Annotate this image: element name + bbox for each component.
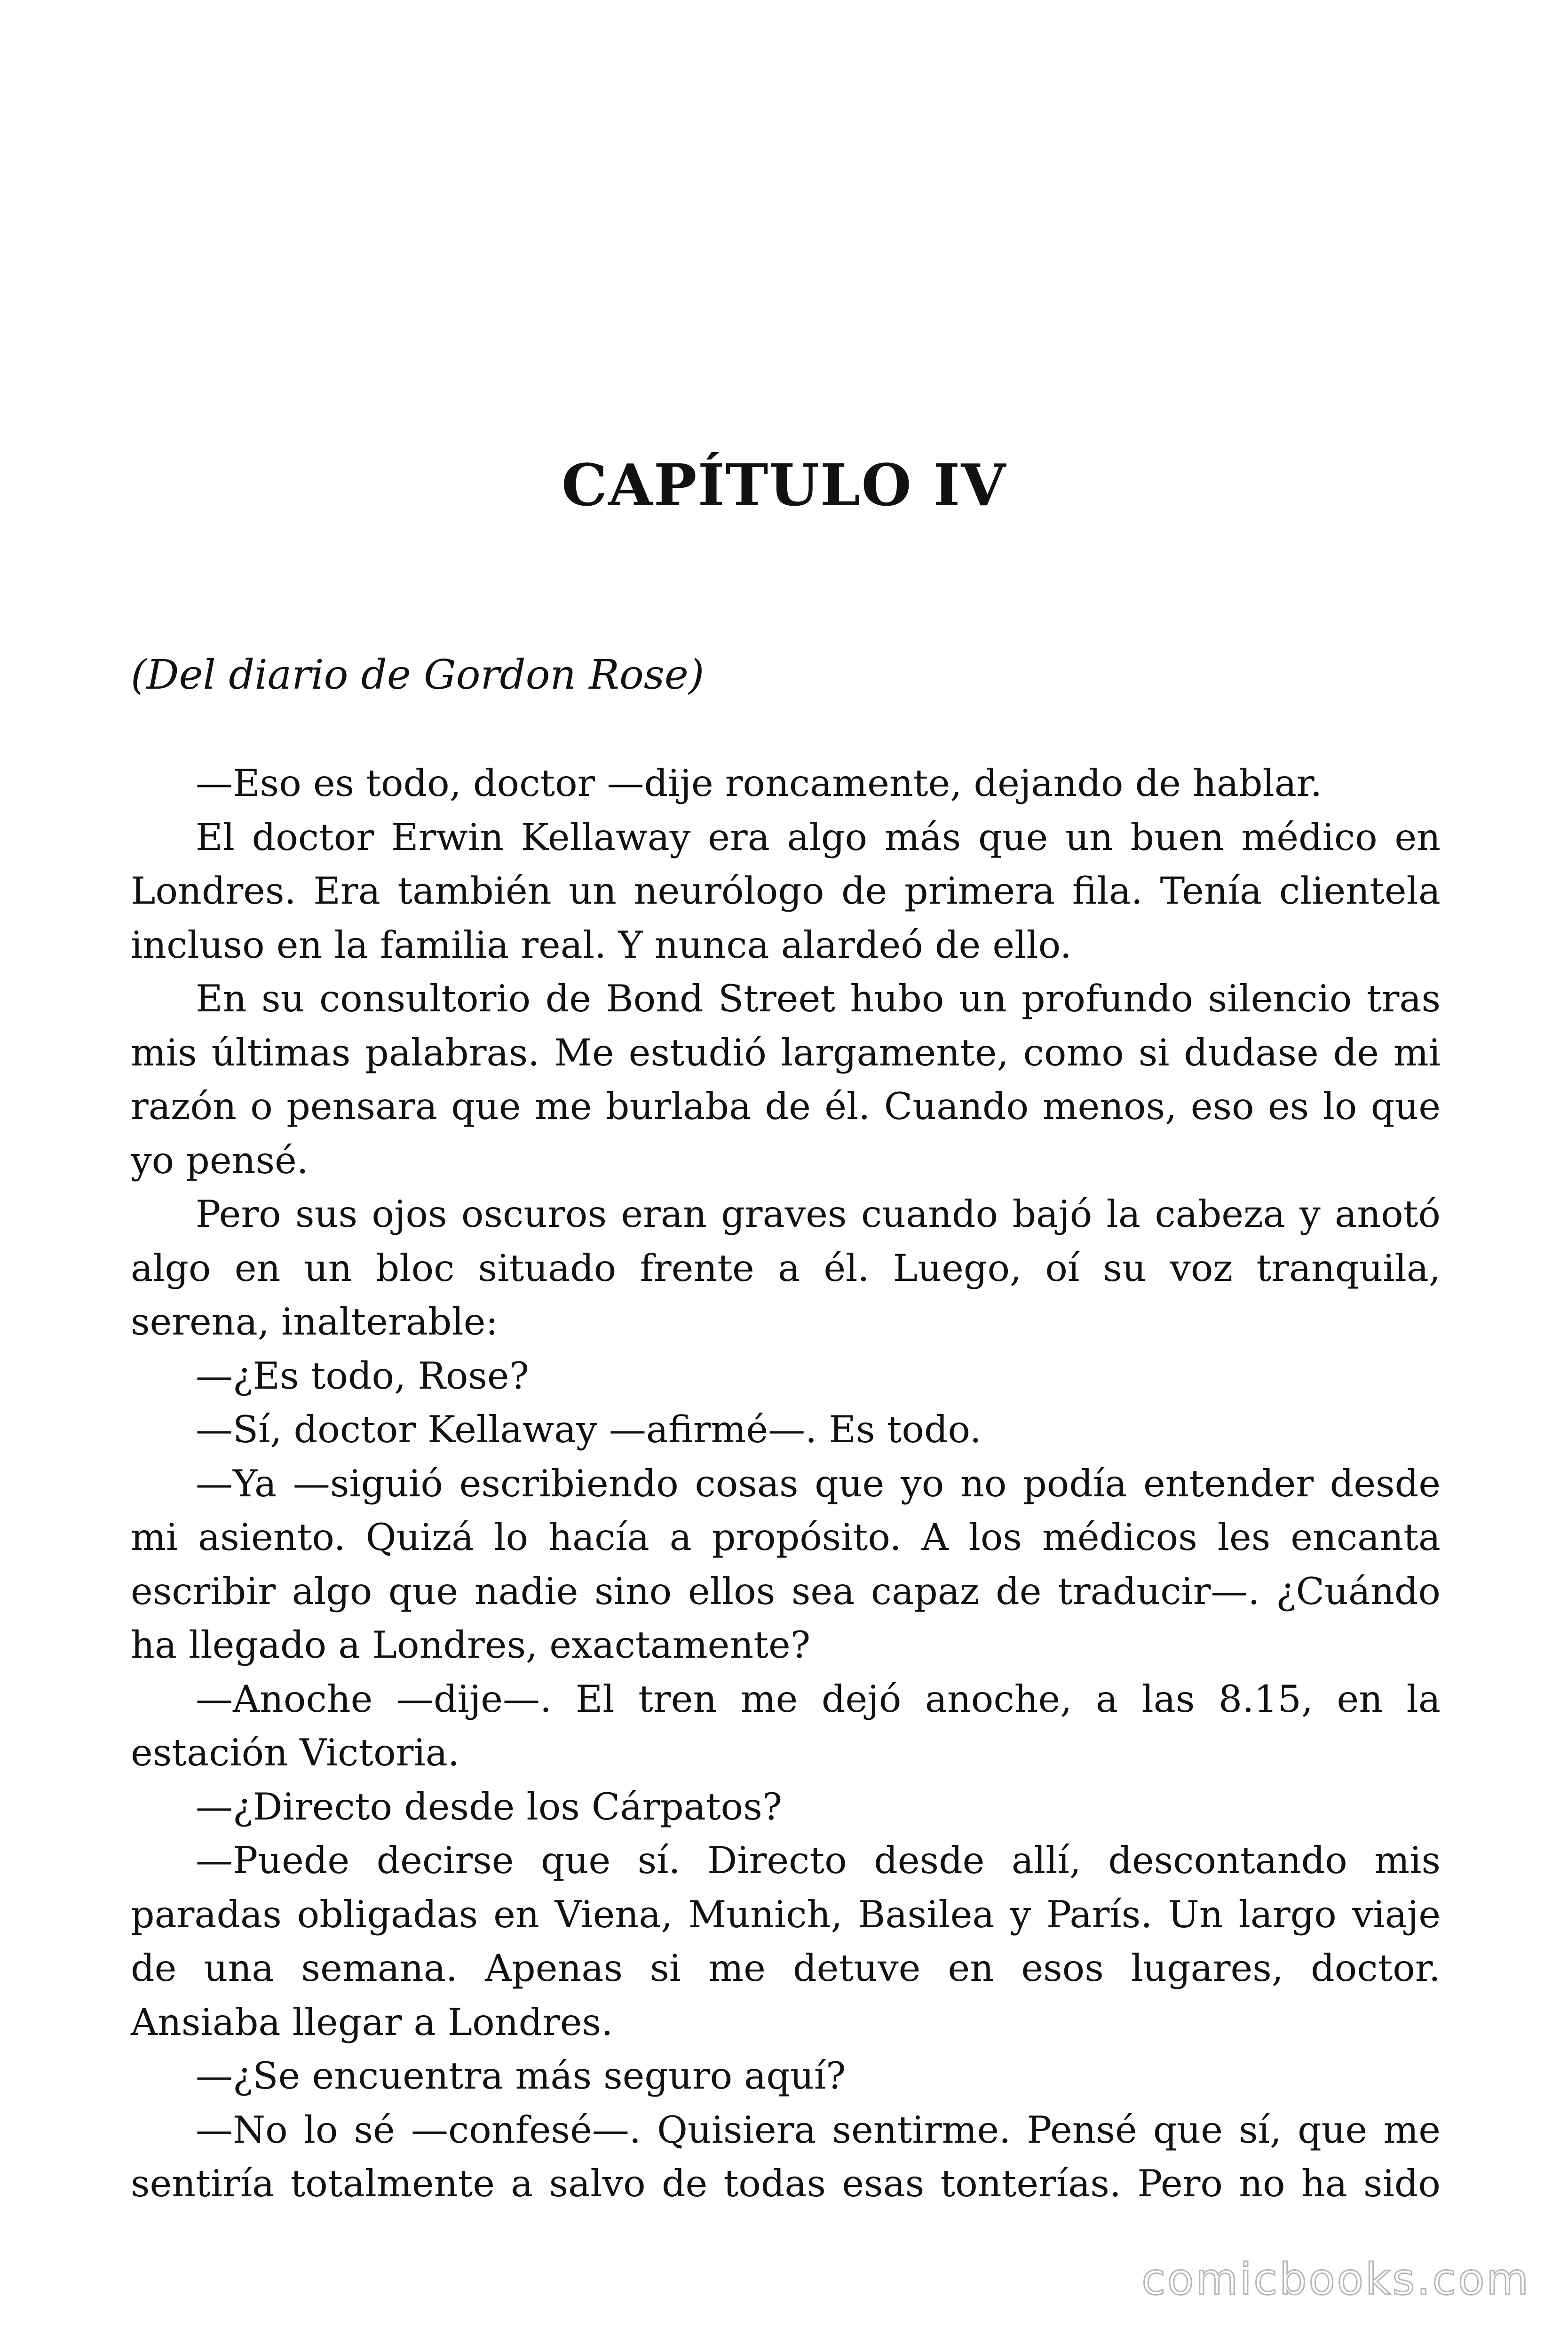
watermark-logo: comicbooks.com bbox=[1141, 2254, 1530, 2304]
paragraph: —Puede decirse que sí. Directo desde allí, descontando mis paradas obligadas en Viena, Munich, Basilea y París. Un largo viaje de una semana. Apenas si me detuve en esos lugares, doctor. Ansiaba llegar a Londres. bbox=[131, 1839, 1441, 2044]
chapter-title: CAPÍTULO IV bbox=[562, 451, 1006, 519]
chapter-subtitle: (Del diario de Gordon Rose) bbox=[131, 652, 705, 699]
body-text bbox=[131, 756, 1441, 2211]
paragraph: —Ya —siguió escribiendo cosas que yo no podía entender desde mi asiento. Quizá lo hacía a propósito. A los médicos les encanta escribir algo que nadie sino ellos sea capaz de traducir—. ¿Cuándo ha llegado a Londres, exactamente? bbox=[131, 1462, 1441, 1667]
paragraph: —Anoche —dije—. El tren me dejó anoche, a las 8.15, en la estación Victoria. bbox=[131, 1677, 1441, 1774]
paragraph: El doctor Erwin Kellaway era algo más que un buen médico en Londres. Era también un neurólogo de primera fila. Tenía clientela incluso en la familia real. Y nunca alardeó de ello. bbox=[131, 815, 1441, 967]
paragraph: Pero sus ojos oscuros eran graves cuando bajó la cabeza y anotó algo en un bloc situado frente a él. Luego, oí su voz tranquila, serena, inalterable: bbox=[131, 1192, 1441, 1343]
paragraph: —¿Es todo, Rose? bbox=[196, 1354, 530, 1398]
paragraph: —Eso es todo, doctor —dije roncamente, dejando de hablar. bbox=[196, 762, 1323, 805]
paragraph: —¿Directo desde los Cárpatos? bbox=[196, 1785, 783, 1828]
paragraph: —No lo sé —confesé—. Quisiera sentirme. Pensé que sí, que me sentiría totalmente a salvo de todas esas tonterías. Pero no ha sido bbox=[131, 2108, 1441, 2205]
paragraph: —Sí, doctor Kellaway —afirmé—. Es todo. bbox=[196, 1408, 982, 1451]
paragraph: —¿Se encuentra más seguro aquí? bbox=[196, 2054, 846, 2098]
paragraph: En su consultorio de Bond Street hubo un profundo silencio tras mis últimas palabras. Me estudió largamente, como si dudase de mi razón o pensara que me burlaba de él. Cuando menos, eso es lo que yo pensé. bbox=[131, 977, 1441, 1182]
